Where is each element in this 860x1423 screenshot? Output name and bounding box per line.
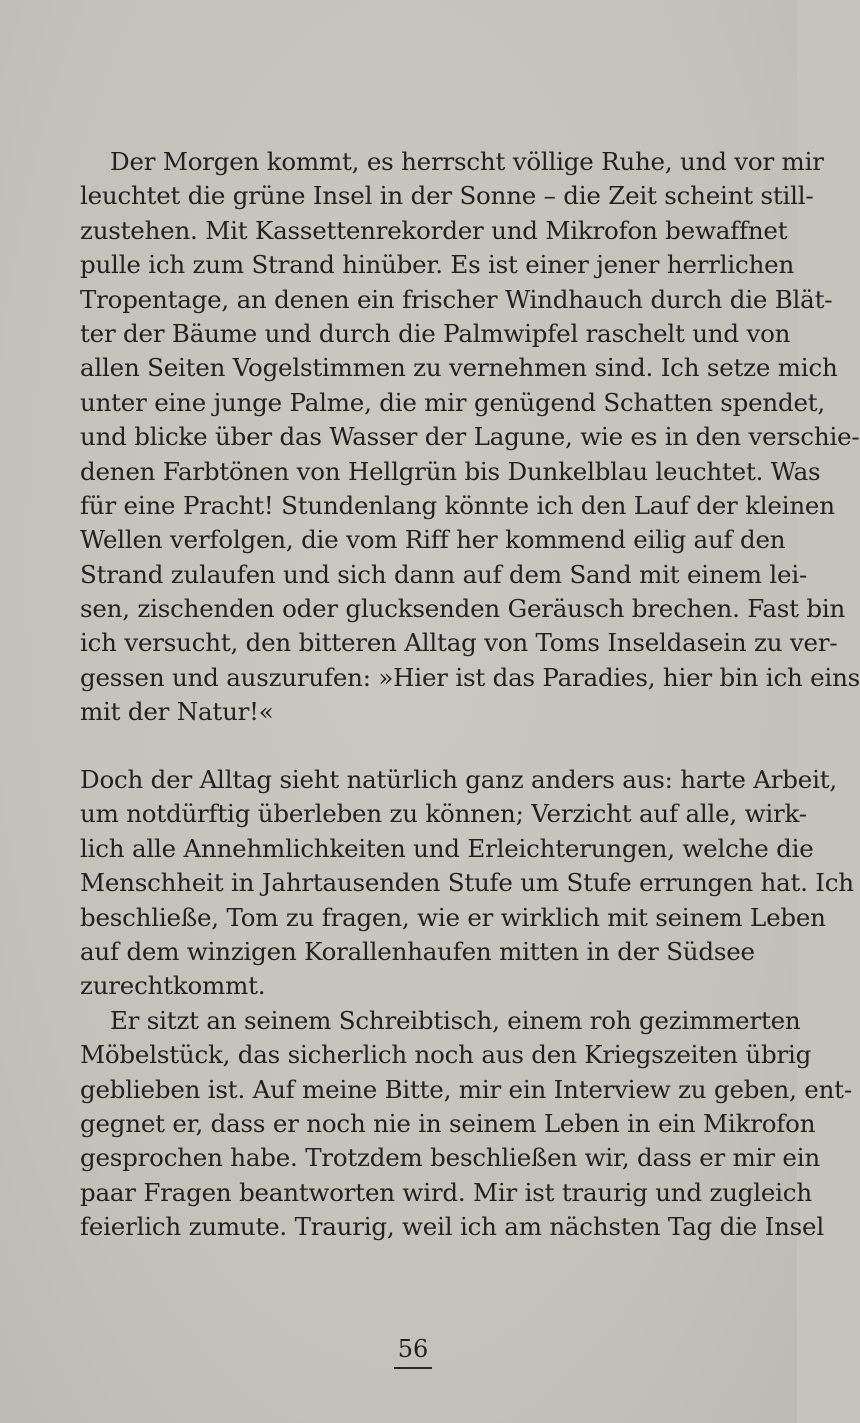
text-line: gessen und auszurufen: »Hier ist das Paradies, hier bin ich eins xyxy=(80,662,860,692)
text-line: denen Farbtönen von Hellgrün bis Dunkelblau leuchtet. Was xyxy=(80,456,821,486)
text-line: gegnet er, dass er noch nie in seinem Leben in ein Mikrofon xyxy=(80,1108,816,1138)
text-line: und blicke über das Wasser der Lagune, wie es in den verschie- xyxy=(80,422,860,452)
text-line: Tropentage, an denen ein frischer Windhauch durch die Blät- xyxy=(80,284,833,314)
text-line: unter eine junge Palme, die mir genügend Schatten spendet, xyxy=(80,387,826,417)
text-line: leuchtet die grüne Insel in der Sonne – die Zeit scheint still- xyxy=(80,181,814,211)
page-number: 56 xyxy=(397,1335,429,1363)
text-line: um notdürftig überleben zu können; Verzicht auf alle, wirk- xyxy=(80,799,807,829)
text-line: ter der Bäume und durch die Palmwipfel raschelt und von xyxy=(80,318,791,348)
text-line: lich alle Annehmlichkeiten und Erleichterungen, welche die xyxy=(80,833,814,863)
paragraph-3 xyxy=(80,1004,852,1245)
text-line: Menschheit in Jahrtausenden Stufe um Stufe errungen hat. Ich xyxy=(80,868,854,898)
text-line: Strand zulaufen und sich dann auf dem Sand mit einem lei- xyxy=(80,559,808,589)
text-line: Doch der Alltag sieht natürlich ganz anders aus: harte Arbeit, xyxy=(80,765,837,794)
text-line: Er sitzt an seinem Schreibtisch, einem roh gezimmerten xyxy=(110,1005,801,1035)
text-line: Wellen verfolgen, die vom Riff her kommend eilig auf den xyxy=(80,525,786,555)
text-line: auf dem winzigen Korallenhaufen mitten in der Südsee xyxy=(80,936,755,966)
paragraph-2 xyxy=(80,763,854,1004)
text-line: geblieben ist. Auf meine Bitte, mir ein Interview zu geben, ent- xyxy=(80,1074,852,1104)
text-line: Möbelstück, das sicherlich noch aus den Kriegszeiten übrig xyxy=(80,1040,812,1070)
text-line: pulle ich zum Strand hinüber. Es ist einer jener herrlichen xyxy=(80,250,795,280)
text-line: gesprochen habe. Trotzdem beschließen wir, dass er mir ein xyxy=(80,1143,820,1173)
text-line: für eine Pracht! Stundenlang könnte ich den Lauf der kleinen xyxy=(80,490,835,520)
page-number-underline xyxy=(394,1367,432,1369)
text-line: Der Morgen kommt, es herrscht völlige Ruhe, und vor mir xyxy=(110,147,824,176)
paragraph-1 xyxy=(80,145,860,730)
text-line: zurechtkommt. xyxy=(80,971,266,1001)
text-line: allen Seiten Vogelstimmen zu vernehmen sind. Ich setze mich xyxy=(80,353,838,383)
text-block-bottom xyxy=(80,763,854,1244)
text-block-top xyxy=(80,145,860,730)
text-line: ich versucht, den bitteren Alltag von Toms Inseldasein zu ver- xyxy=(80,628,838,658)
text-line: mit der Natur!« xyxy=(80,697,274,727)
text-line: feierlich zumute. Traurig, weil ich am nächsten Tag die Insel xyxy=(80,1212,824,1242)
text-line: paar Fragen beantworten wird. Mir ist traurig und zugleich xyxy=(80,1177,812,1207)
text-line: sen, zischenden oder glucksenden Geräusch brechen. Fast bin xyxy=(80,594,846,624)
text-line: zustehen. Mit Kassettenrekorder und Mikrofon bewaffnet xyxy=(80,215,788,245)
text-line: beschließe, Tom zu fragen, wie er wirklich mit seinem Leben xyxy=(80,902,826,932)
